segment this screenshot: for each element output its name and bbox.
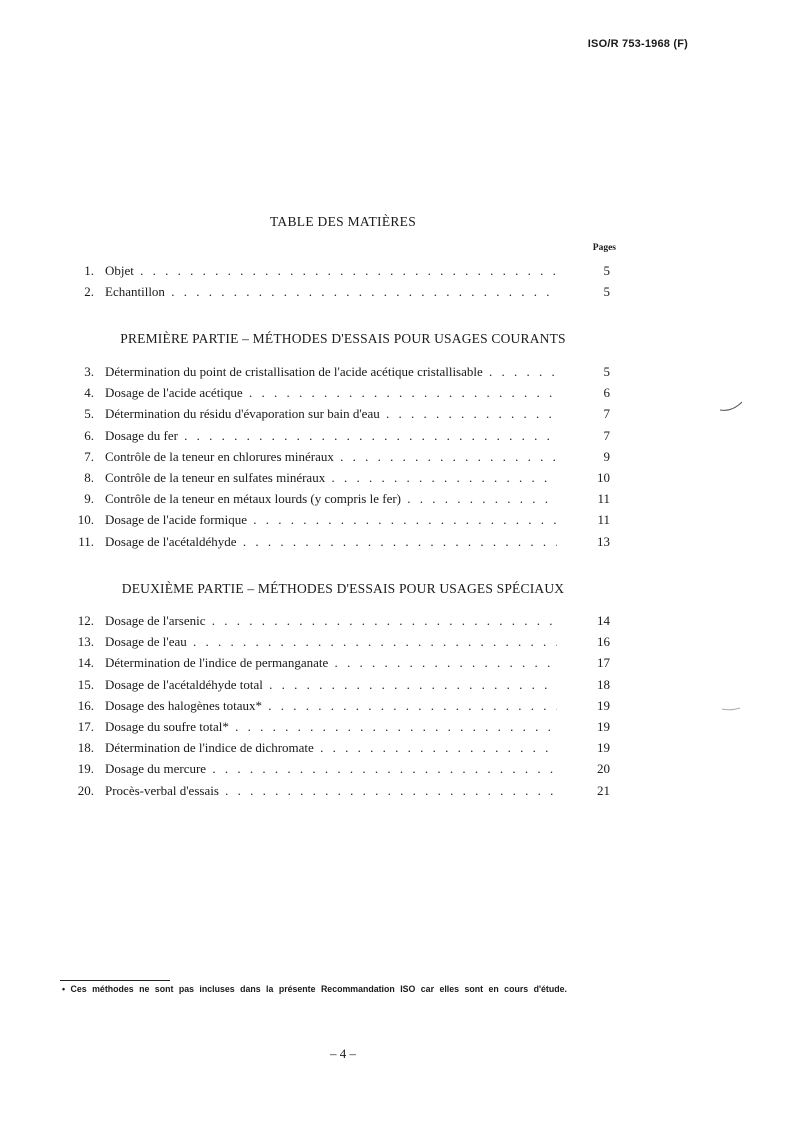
entry-page: 10 bbox=[597, 469, 610, 485]
entry-page: 21 bbox=[597, 782, 610, 798]
scan-mark bbox=[718, 702, 746, 714]
entry-label: Dosage de l'eau . . . bbox=[105, 631, 557, 652]
entry-label: Dosage du soufre total* . . . bbox=[105, 716, 557, 737]
toc-entry bbox=[60, 425, 610, 446]
footnote-rule bbox=[60, 980, 170, 981]
part1-heading: PREMIÈRE PARTIE – MÉTHODES D'ESSAIS POUR USAGES COURANTS bbox=[120, 331, 566, 346]
entry-label: Dosage de l'acétaldéhyde total . . . bbox=[105, 674, 557, 695]
entry-number: 13. bbox=[77, 634, 94, 650]
entry-number: 4. bbox=[84, 385, 94, 401]
entry-page: 18 bbox=[597, 676, 610, 692]
toc-entry bbox=[60, 610, 610, 631]
entry-label: Objet . . . bbox=[105, 260, 557, 281]
entry-label: Procès-verbal d'essais . . . bbox=[105, 780, 557, 801]
entry-label: Dosage des halogènes totaux* . . . bbox=[105, 695, 557, 716]
entry-label: Détermination de l'indice de dichromate . . . bbox=[105, 737, 557, 758]
toc-entry bbox=[60, 780, 610, 801]
toc-entry bbox=[60, 631, 610, 652]
entry-label: Dosage de l'acide acétique . . . bbox=[105, 382, 557, 403]
entry-number: 1. bbox=[84, 263, 94, 278]
part2-heading: DEUXIÈME PARTIE – MÉTHODES D'ESSAIS POUR USAGES SPÉCIAUX bbox=[121, 581, 565, 596]
entry-number: 16. bbox=[77, 697, 94, 713]
entry-number: 19. bbox=[77, 761, 94, 777]
entry-number: 10. bbox=[77, 512, 94, 528]
toc-entry bbox=[60, 758, 610, 779]
toc-entry bbox=[60, 382, 610, 403]
toc-entry bbox=[60, 509, 610, 530]
toc-general-section bbox=[60, 260, 610, 302]
entry-number: 8. bbox=[84, 469, 94, 485]
entry-number: 3. bbox=[84, 364, 94, 379]
entry-label: Dosage de l'acide formique . . . bbox=[105, 509, 557, 530]
entry-page: 9 bbox=[603, 448, 610, 464]
toc-entry bbox=[60, 281, 610, 302]
toc-entry bbox=[60, 674, 610, 695]
entry-number: 14. bbox=[77, 655, 94, 671]
pages-column-label: Pages bbox=[592, 243, 616, 253]
entry-label: Dosage de l'acétaldéhyde . . . bbox=[105, 531, 557, 552]
entry-label: Dosage du fer . . . bbox=[105, 425, 557, 446]
entry-number: 6. bbox=[84, 427, 94, 443]
footnote: • Ces méthodes ne sont pas incluses dans la présente Recommandation ISO car elles sont en cours d'étude. bbox=[62, 984, 567, 994]
toc-entry bbox=[60, 737, 610, 758]
entry-number: 9. bbox=[84, 491, 94, 507]
entry-label: Dosage du mercure . . . bbox=[105, 758, 557, 779]
entry-number: 17. bbox=[77, 718, 94, 734]
entry-number: 5. bbox=[84, 406, 94, 422]
entry-label: Détermination du résidu d'évaporation sur bain d'eau . . . bbox=[105, 403, 557, 424]
entry-page: 20 bbox=[597, 761, 610, 777]
entry-page: 5 bbox=[603, 263, 610, 278]
toc-entry bbox=[60, 488, 610, 509]
page-number: – 4 – bbox=[330, 1046, 356, 1061]
entry-page: 11 bbox=[597, 512, 610, 528]
entry-number: 12. bbox=[77, 613, 94, 628]
entry-label: Echantillon . . . bbox=[105, 281, 557, 302]
entry-number: 15. bbox=[77, 676, 94, 692]
entry-label: Détermination du point de cristallisation de l'acide acétique cristallisable . . . bbox=[105, 361, 557, 382]
toc-entry bbox=[60, 531, 610, 552]
entry-page: 5 bbox=[603, 284, 610, 300]
toc-entry bbox=[60, 652, 610, 673]
toc-title: TABLE DES MATIÈRES bbox=[269, 214, 417, 229]
toc-entry bbox=[60, 716, 610, 737]
toc-part1-section bbox=[60, 361, 610, 552]
entry-page: 14 bbox=[597, 613, 610, 628]
entry-page: 19 bbox=[597, 697, 610, 713]
entry-page: 19 bbox=[597, 718, 610, 734]
entry-number: 11. bbox=[78, 533, 94, 549]
entry-page: 19 bbox=[597, 740, 610, 756]
entry-page: 17 bbox=[597, 655, 610, 671]
entry-label: Dosage de l'arsenic . . . bbox=[105, 610, 557, 631]
entry-page: 5 bbox=[603, 364, 610, 379]
entry-page: 16 bbox=[597, 634, 610, 650]
scan-mark bbox=[718, 398, 746, 416]
entry-number: 2. bbox=[84, 284, 94, 300]
document-reference: ISO/R 753-1968 (F) bbox=[587, 38, 688, 50]
toc-entry bbox=[60, 467, 610, 488]
toc-entry bbox=[60, 446, 610, 467]
entry-label: Contrôle de la teneur en chlorures minéraux . . . bbox=[105, 446, 557, 467]
entry-label: Détermination de l'indice de permanganate . . . bbox=[105, 652, 557, 673]
toc-entry bbox=[60, 361, 610, 382]
entry-page: 7 bbox=[603, 427, 610, 443]
toc-entry bbox=[60, 260, 610, 281]
entry-label: Contrôle de la teneur en sulfates minéraux . . . bbox=[105, 467, 557, 488]
entry-label: Contrôle de la teneur en métaux lourds (y compris le fer) . . . bbox=[105, 488, 557, 509]
entry-number: 18. bbox=[77, 740, 94, 756]
entry-number: 7. bbox=[84, 448, 94, 464]
entry-page: 7 bbox=[603, 406, 610, 422]
entry-page: 11 bbox=[597, 491, 610, 507]
entry-page: 6 bbox=[603, 385, 610, 401]
toc-entry bbox=[60, 403, 610, 424]
toc-entry bbox=[60, 695, 610, 716]
toc-part2-section bbox=[60, 610, 610, 801]
entry-number: 20. bbox=[77, 782, 94, 798]
entry-page: 13 bbox=[597, 533, 610, 549]
